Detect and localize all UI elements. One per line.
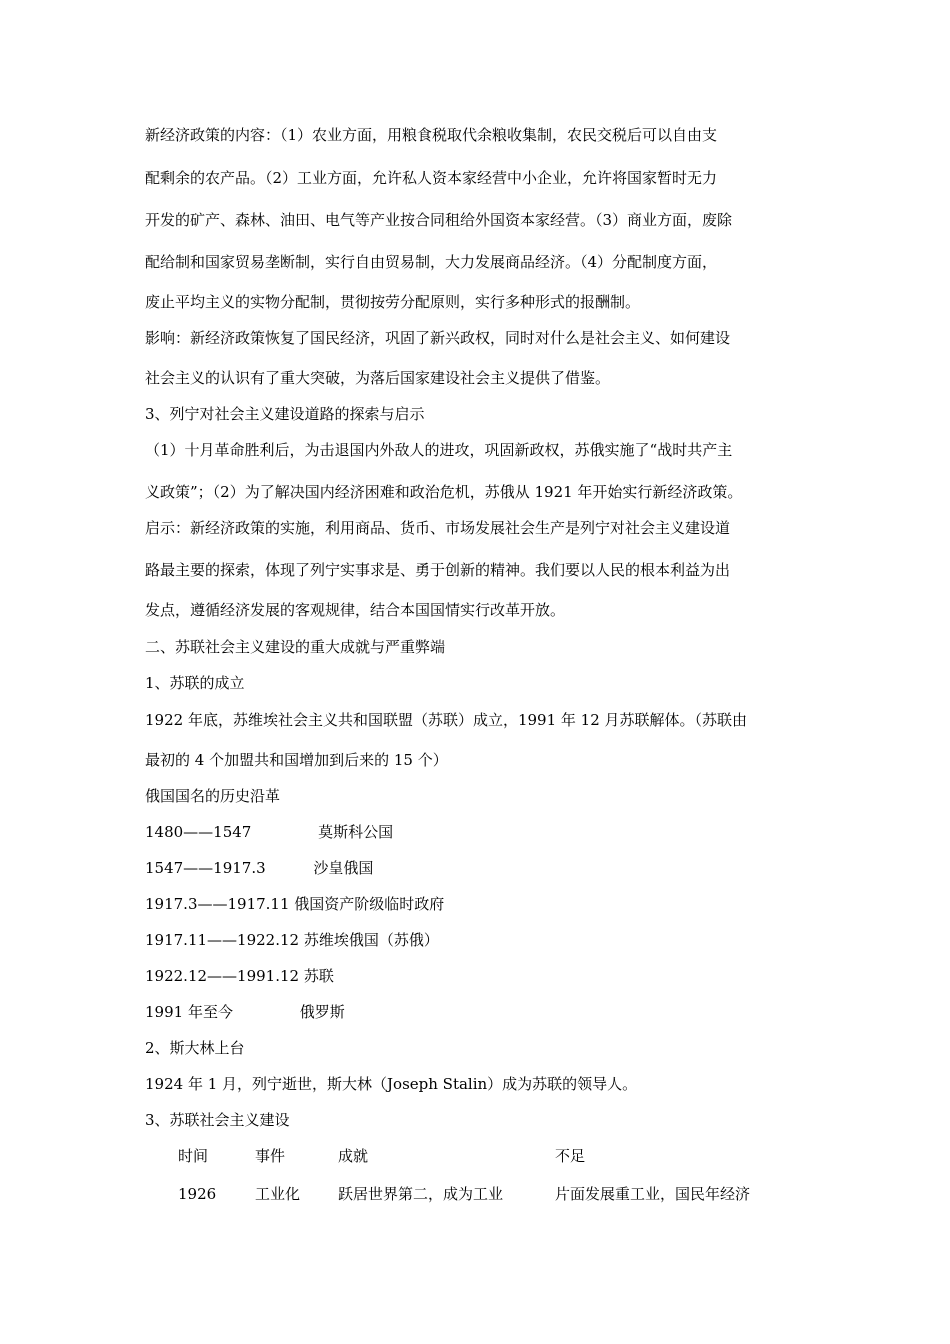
text-line: 俄国国名的历史沿革 — [145, 787, 281, 805]
section-heading: 二、苏联社会主义建设的重大成就与严重弊端 — [145, 638, 446, 656]
text-line: 社会主义的认识有了重大突破，为落后国家建设社会主义提供了借鉴。 — [145, 369, 611, 387]
subsection-heading: 1、苏联的成立 — [145, 674, 245, 692]
text-line: 最初的 4 个加盟共和国增加到后来的 15 个） — [145, 751, 448, 769]
text-line: 路最主要的探索，体现了列宁实事求是、勇于创新的精神。我们要以人民的根本利益为出 — [145, 561, 731, 579]
text-line: 发点，遵循经济发展的客观规律，结合本国国情实行改革开放。 — [145, 601, 566, 619]
text-line: 1924 年 1 月，列宁逝世，斯大林（Joseph Stalin）成为苏联的领导人。 — [145, 1075, 638, 1093]
subsection-heading: 3、苏联社会主义建设 — [145, 1111, 290, 1129]
table-header-achievement: 成就 — [338, 1147, 369, 1165]
table-header-event: 事件 — [255, 1147, 286, 1165]
section-heading: 3、列宁对社会主义建设道路的探索与启示 — [145, 405, 425, 423]
table-header-shortcoming: 不足 — [555, 1147, 586, 1165]
text-line: 1922 年底，苏维埃社会主义共和国联盟（苏联）成立，1991 年 12 月苏联解体。（苏联由 — [145, 711, 748, 729]
text-line: 影响：新经济政策恢复了国民经济，巩固了新兴政权，同时对什么是社会主义、如何建设 — [145, 329, 731, 347]
subsection-heading: 2、斯大林上台 — [145, 1039, 245, 1057]
text-line: 废止平均主义的实物分配制，贯彻按劳分配原则，实行多种形式的报酬制。 — [145, 293, 641, 311]
text-line: 启示：新经济政策的实施，利用商品、货币、市场发展社会生产是列宁对社会主义建设道 — [145, 519, 731, 537]
text-line: 配给制和国家贸易垄断制，实行自由贸易制，大力发展商品经济。（4）分配制度方面， — [145, 253, 718, 271]
text-line: 配剩余的农产品。（2）工业方面，允许私人资本家经营中小企业，允许将国家暂时无力 — [145, 169, 718, 187]
history-row: 1922.12——1991.12 苏联 — [145, 967, 334, 985]
text-line: （1）十月革命胜利后，为击退国内外敌人的进攻，巩固新政权，苏俄实施了“战时共产主 — [145, 441, 733, 459]
history-row: 1917.11——1922.12 苏维埃俄国（苏俄） — [145, 931, 439, 949]
table-cell-time: 1926 — [178, 1185, 217, 1203]
text-line: 义政策”；（2）为了解决国内经济困难和政治危机，苏俄从 1921 年开始实行新经济政策。 — [145, 483, 743, 501]
table-header-time: 时间 — [178, 1147, 209, 1165]
text-line: 新经济政策的内容：（1）农业方面，用粮食税取代余粮收集制，农民交税后可以自由支 — [145, 126, 718, 144]
text-line: 开发的矿产、森林、油田、电气等产业按合同租给外国资本家经营。（3）商业方面，废除 — [145, 211, 733, 229]
history-row: 1917.3——1917.11 俄国资产阶级临时政府 — [145, 895, 445, 913]
table-cell-event: 工业化 — [255, 1185, 301, 1203]
history-row: 1991 年至今 俄罗斯 — [145, 1003, 345, 1021]
table-cell-shortcoming: 片面发展重工业，国民年经济 — [555, 1185, 751, 1203]
history-row: 1480——1547 莫斯科公国 — [145, 823, 394, 841]
history-row: 1547——1917.3 沙皇俄国 — [145, 859, 374, 877]
table-cell-achievement: 跃居世界第二，成为工业 — [338, 1185, 504, 1203]
